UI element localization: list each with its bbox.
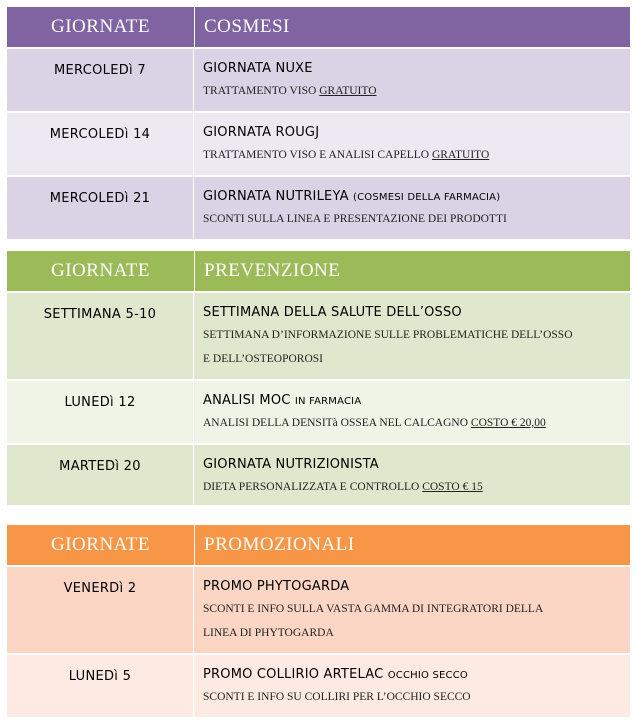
table-row xyxy=(7,111,630,175)
event-title: ANALISI MOC IN FARMACIA xyxy=(203,393,362,408)
event-desc: SCONTI SULLA LINEA E PRESENTAZIONE DEI PRODOTTI xyxy=(203,213,507,225)
header-category: PROMOZIONALI xyxy=(204,534,355,555)
event-title: GIORNATA NUXE xyxy=(203,61,313,76)
event-title: PROMO COLLIRIO ARTELAC OCCHIO SECCO xyxy=(203,667,468,682)
table-row xyxy=(7,565,630,653)
event-title: GIORNATA NUTRILEYA (COSMESI DELLA FARMACIA) xyxy=(203,189,501,204)
prevenzione-table xyxy=(7,251,630,505)
header-giornate: GIORNATE xyxy=(7,251,195,291)
table-row xyxy=(7,379,630,443)
day-cell: SETTIMANA 5-10 xyxy=(7,293,194,379)
header-category: COSMESI xyxy=(204,16,290,37)
event-title: GIORNATA ROUGJ xyxy=(203,125,320,140)
event-title: PROMO PHYTOGARDA xyxy=(203,579,350,594)
event-desc: SETTIMANA D’INFORMAZIONE SULLE PROBLEMATICHE DELL’OSSO E DELL’OSTEOPOROSI xyxy=(203,329,573,365)
day-cell: MERCOLEDì 21 xyxy=(7,177,194,239)
table-row xyxy=(7,175,630,239)
cosmesi-table xyxy=(7,7,630,239)
day-cell: MERCOLEDì 7 xyxy=(7,49,194,111)
table-row xyxy=(7,653,630,717)
event-desc: DIETA PERSONALIZZATA E CONTROLLO COSTO € 15 xyxy=(203,481,483,493)
event-title: SETTIMANA DELLA SALUTE DELL’OSSO xyxy=(203,305,462,320)
header-giornate: GIORNATE xyxy=(7,7,195,47)
header-giornate: GIORNATE xyxy=(7,525,195,565)
prevenzione-header xyxy=(7,251,630,291)
day-cell: LUNEDì 5 xyxy=(7,655,194,717)
event-desc: TRATTAMENTO VISO E ANALISI CAPELLO GRATUITO xyxy=(203,149,490,161)
event-desc: SCONTI E INFO SULLA VASTA GAMMA DI INTEGRATORI DELLA LINEA DI PHYTOGARDA xyxy=(203,603,544,639)
day-cell: VENERDì 2 xyxy=(7,567,194,653)
table-row xyxy=(7,443,630,505)
table-row xyxy=(7,47,630,111)
cosmesi-header xyxy=(7,7,630,47)
event-desc: TRATTAMENTO VISO GRATUITO xyxy=(203,85,377,97)
day-cell: LUNEDì 12 xyxy=(7,381,194,443)
table-row xyxy=(7,291,630,379)
day-cell: MERCOLEDì 14 xyxy=(7,113,194,175)
header-category: PREVENZIONE xyxy=(204,260,341,281)
day-cell: MARTEDì 20 xyxy=(7,445,194,505)
event-desc: ANALISI DELLA DENSITà OSSEA NEL CALCAGNO COSTO € 20,00 xyxy=(203,417,546,429)
promozionali-header xyxy=(7,525,630,565)
event-title: GIORNATA NUTRIZIONISTA xyxy=(203,457,379,472)
promozionali-table xyxy=(7,525,630,717)
event-desc: SCONTI E INFO SU COLLIRI PER L’OCCHIO SECCO xyxy=(203,691,471,703)
